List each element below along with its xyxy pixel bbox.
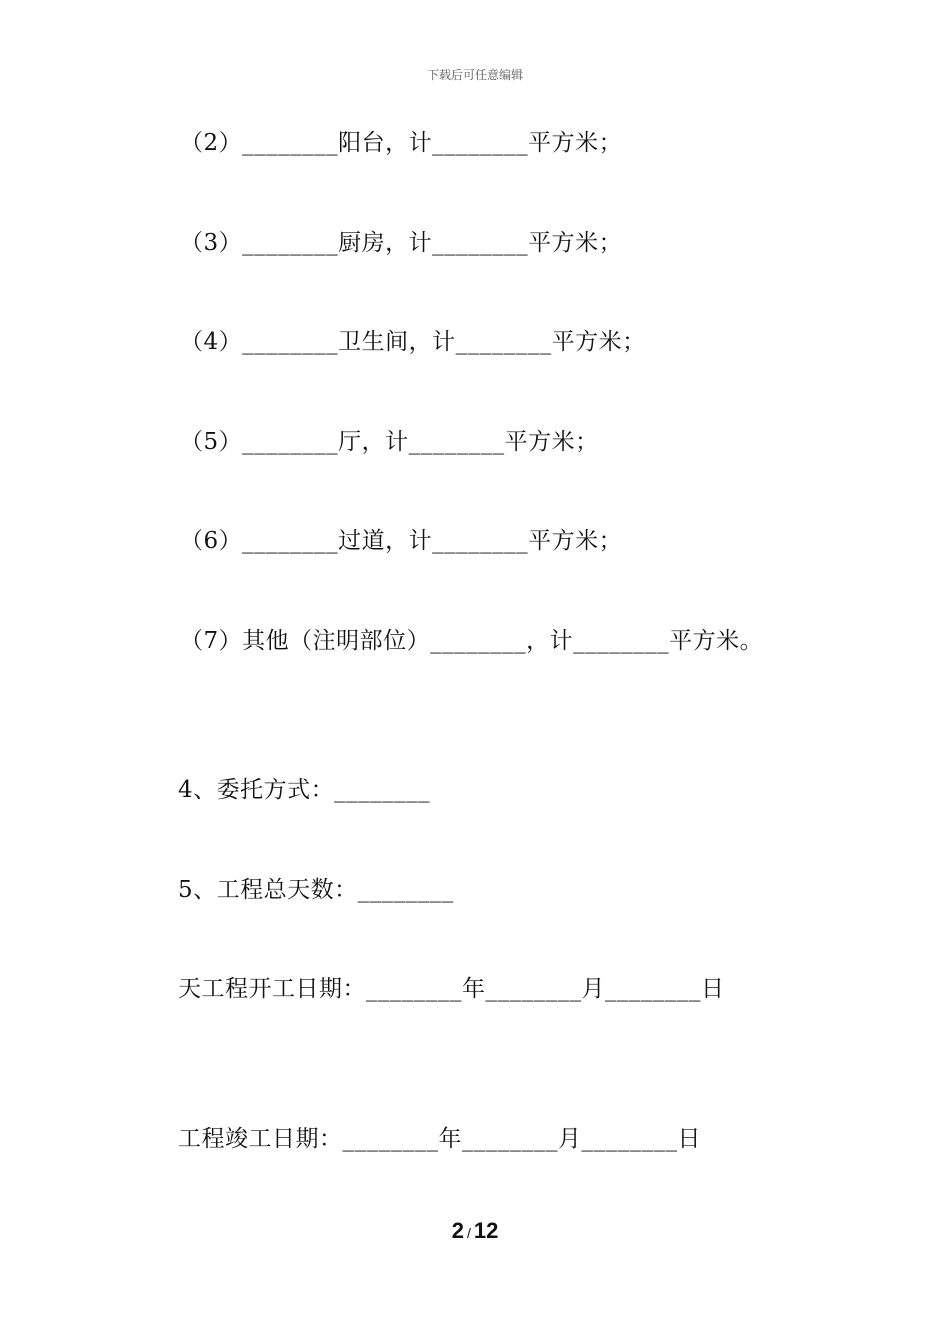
total-pages: 12 xyxy=(473,1218,499,1243)
start-date-field: 天工程开工日期：________年________月________日 xyxy=(178,976,725,1002)
page-indicator xyxy=(0,1218,950,1244)
area-item-other: （7）其他（注明部位）________，计________平方米。 xyxy=(180,628,764,654)
end-date-field: 工程竣工日期：________年________月________日 xyxy=(178,1126,701,1152)
current-page: 2 xyxy=(451,1218,464,1243)
area-item-hall: （5）________厅，计________平方米； xyxy=(180,429,599,455)
area-item-balcony: （2）________阳台，计________平方米； xyxy=(180,130,623,156)
total-days-field: 5、工程总天数：________ xyxy=(178,877,454,903)
entrust-method-field: 4、委托方式：________ xyxy=(178,777,431,803)
area-item-corridor: （6）________过道，计________平方米； xyxy=(180,528,623,554)
area-item-kitchen: （3）________厨房，计________平方米； xyxy=(180,230,623,256)
download-note: 下载后可任意编辑 xyxy=(426,68,523,82)
page-separator: / xyxy=(466,1225,471,1241)
area-item-bathroom: （4）________卫生间，计________平方米； xyxy=(180,329,646,355)
